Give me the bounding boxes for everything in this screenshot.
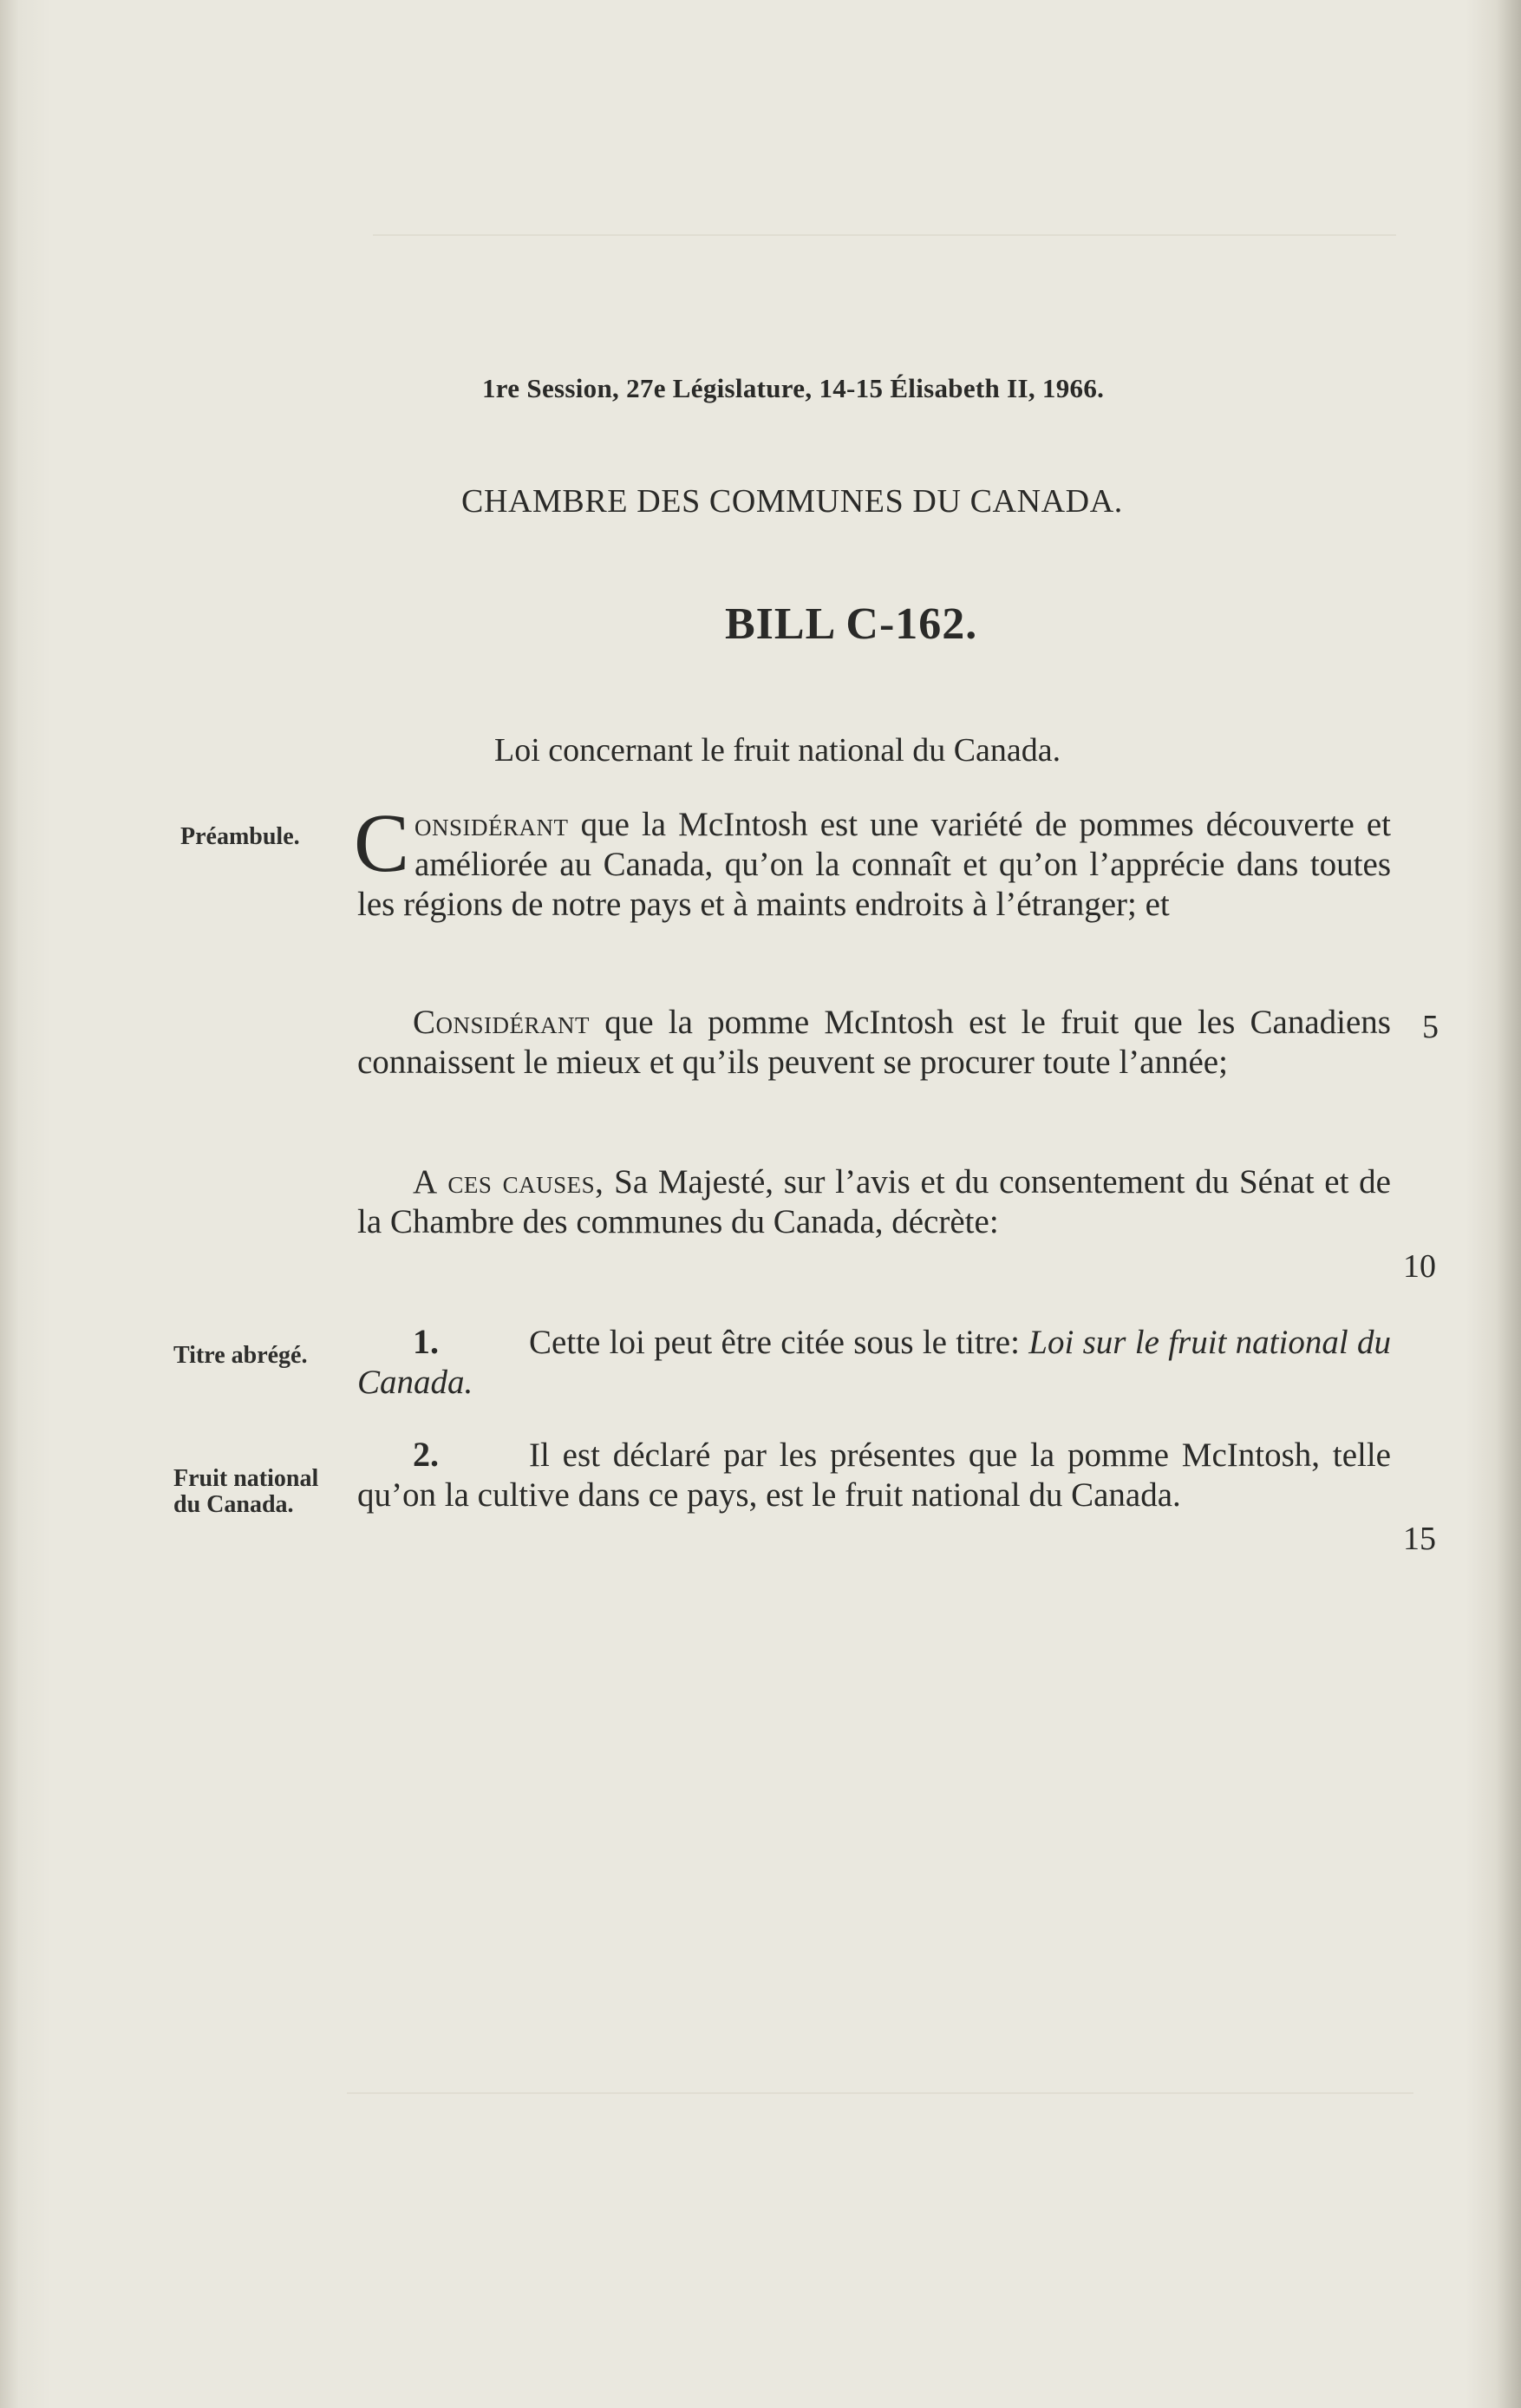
smallcaps-lead: Considérant bbox=[413, 1004, 591, 1041]
line-number-10: 10 bbox=[1403, 1248, 1436, 1285]
smallcaps-lead: onsidérant bbox=[415, 806, 569, 843]
enacting-clause bbox=[357, 1162, 1391, 1242]
chamber-heading: CHAMBRE DES COMMUNES DU CANADA. bbox=[461, 483, 1123, 520]
section-number: 2. bbox=[413, 1435, 439, 1474]
smallcaps-lead: ces causes, bbox=[437, 1163, 604, 1201]
line-number-15: 15 bbox=[1403, 1521, 1436, 1557]
paragraph-text: que la pomme McIntosh est le fruit que les Canadiens connaissent le mieux et qu’ils peuvent se procurer toute l’année; bbox=[357, 1004, 1391, 1081]
drop-cap: C bbox=[354, 796, 410, 889]
margin-note-national-fruit: Fruit national du Canada. bbox=[173, 1465, 319, 1518]
section-number: 1. bbox=[413, 1322, 439, 1361]
section-text: Cette loi peut être citée sous le titre: bbox=[529, 1324, 1029, 1361]
preamble-paragraph-1 bbox=[354, 796, 1391, 925]
preamble-paragraph-2 bbox=[357, 1003, 1391, 1083]
enacting-initial: A bbox=[413, 1163, 438, 1201]
bill-number: BILL C-162. bbox=[725, 599, 978, 649]
short-title-italic: Loi sur le fruit national du Canada. bbox=[357, 1324, 1391, 1401]
section-2 bbox=[357, 1435, 1391, 1515]
ghost-rule-bottom bbox=[347, 2092, 1413, 2094]
margin-note-short-title: Titre abrégé. bbox=[173, 1342, 308, 1369]
bill-title: Loi concernant le fruit national du Canada. bbox=[494, 732, 1061, 769]
section-text: Il est déclaré par les présentes que la pomme McIntosh, telle qu’on la cultive dans ce pays, est le fruit national du Canada. bbox=[357, 1436, 1391, 1514]
session-line: 1re Session, 27e Législature, 14-15 Élisabeth II, 1966. bbox=[482, 373, 1105, 403]
section-1 bbox=[357, 1322, 1391, 1403]
paragraph-text: Sa Majesté, sur l’avis et du consentement du Sénat et de la Chambre des communes du Canada, décrète: bbox=[357, 1163, 1391, 1240]
paragraph-text: que la McIntosh est une variété de pommes découverte et améliorée au Canada, qu’on la connaît et qu’on l’apprécie dans toutes les régions de notre pays et à maints endroits à l’étranger; et bbox=[357, 806, 1391, 923]
margin-note-preamble: Préambule. bbox=[180, 823, 300, 850]
line-number-5: 5 bbox=[1422, 1009, 1439, 1045]
ghost-rule-top bbox=[373, 234, 1396, 236]
